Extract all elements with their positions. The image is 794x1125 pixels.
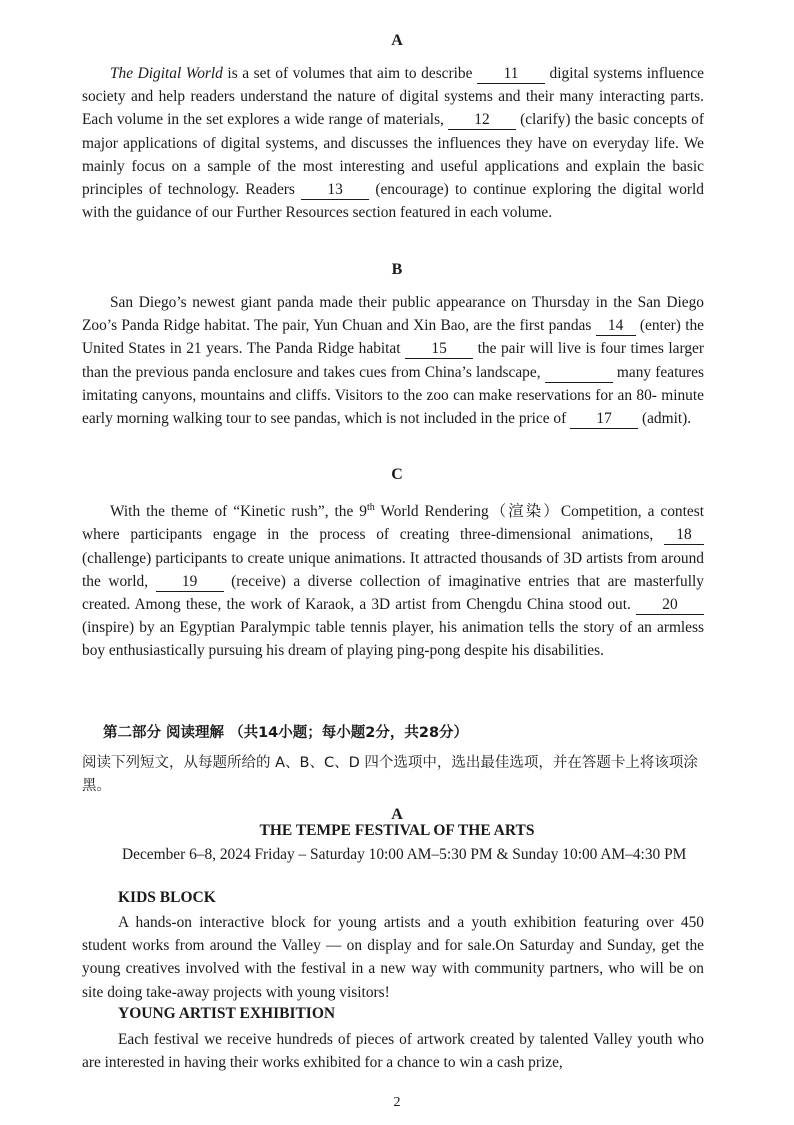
blank-11[interactable]: 11 [477, 65, 545, 84]
blank-15[interactable]: 15 [405, 340, 473, 359]
kids-block-paragraph: A hands-on interactive block for young artists and a youth exhibition featuring over 450 student works from around the Valley — on display and for sale.On Saturday and Sunday, get the young creatives involved with the festival in a new way with community partners, who will be on site doing take-away projects with young visitors! [82, 914, 704, 1001]
page-number: 2 [393, 1095, 401, 1110]
blank-14[interactable]: 14 [596, 317, 636, 336]
blank-18[interactable]: 18 [664, 526, 704, 545]
part-two-instruction: 阅读下列短文，从每题所给的 A、B、C、D 四个选项中，选出最佳选项，并在答题卡上将该项涂黑。 [82, 755, 698, 794]
section-b-label: B [391, 261, 403, 278]
kids-block-heading: KIDS BLOCK [118, 889, 216, 906]
blank-19[interactable]: 19 [156, 573, 224, 592]
young-artist-heading: YOUNG ARTIST EXHIBITION [118, 1005, 336, 1022]
section-a-paragraph: The Digital World is a set of volumes that aim to describe 11 digital systems influence society and help readers understand the nature of digital systems and their many interacting parts. Each volume in the set explores a wide range of materials, 12 (clarify) the basic concepts of major applications of digital systems, and discusses the influences they have on everyday life. We mainly focus on a sample of the most interesting and useful applications and explain the basic principles of technology. Readers 13 (encourage) to continue exploring the digital world with the guidance of our Further Resources section featured in each volume. [82, 65, 704, 222]
section-c-label: C [391, 466, 403, 483]
part-two-heading: 第二部分 阅读理解 （共14小题；每小题2分，共28分） [103, 725, 469, 741]
young-artist-paragraph: Each festival we receive hundreds of pieces of artwork created by talented Valley youth who are interested in having their works exhibited for a chance to win a cash prize, [82, 1031, 704, 1072]
book-title: The Digital World [110, 65, 223, 82]
festival-dates: December 6–8, 2024 Friday – Saturday 10:00 AM–5:30 PM & Sunday 10:00 AM–4:30 PM [122, 846, 687, 863]
blank-12[interactable]: 12 [448, 111, 516, 130]
blank-13[interactable]: 13 [301, 181, 369, 200]
blank-17[interactable]: 17 [570, 410, 638, 429]
blank-16[interactable] [545, 364, 613, 383]
part-two-label: A [391, 806, 403, 823]
section-a-label: A [391, 32, 403, 49]
section-c-paragraph: With the theme of “Kinetic rush”, the 9th World Rendering（渲染）Competition, a contest where participants engage in the process of creating three-dimensional animations, 18 (challenge) participants to create unique animations. It attracted thousands of 3D artists from around the world, 19 (receive) a diverse collection of imaginative entries that are masterfully created. Among these, the work of Karaok, a 3D artist from Chengdu China stood out. 20 (inspire) by an Egyptian Paralympic table tennis player, his animation tells the story of an armless boy enthusiastically pursuing his dream of playing ping-pong despite his disabilities. [82, 502, 704, 660]
blank-20[interactable]: 20 [636, 596, 704, 615]
section-b-paragraph: San Diego’s newest giant panda made their public appearance on Thursday in the San Diego Zoo’s Panda Ridge habitat. The pair, Yun Chuan and Xin Bao, are the first pandas 14 (enter) the United States in 21 years. The Panda Ridge habitat 15 the pair will live is four times larger than the previous panda enclosure and takes cues from China’s landscape, many features imitating canyons, mountains and cliffs. Visitors to the zoo can make reservations for an 80- minute early morning walking tour to see pandas, which is not included in the price of 17 (admit). [82, 294, 705, 428]
festival-title: THE TEMPE FESTIVAL OF THE ARTS [259, 822, 535, 839]
